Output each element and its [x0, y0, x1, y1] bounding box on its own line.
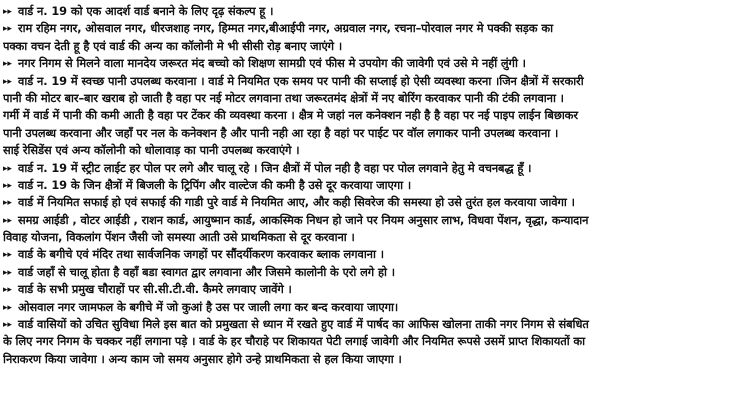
- list-item: [3, 264, 746, 281]
- list-item-line: [3, 73, 746, 90]
- list-item-text: वार्ड के बगीचे एवं मंदिर तथा सार्वजनिक जगहों पर सौंदर्यीकरण करवाकर ब्लाक लगवाना ।: [18, 247, 384, 262]
- double-arrow-bullet-icon: ▸▸: [3, 267, 12, 278]
- list-item-text: निराकरण किया जावेगा । अन्य काम जो समय अनुसार होगे उन्हे प्राथमिकता से हल किया जाएगा ।: [3, 351, 402, 366]
- list-item-line: [3, 264, 746, 281]
- list-item: [3, 281, 746, 298]
- list-item-text: वार्ड न. 19 में स्ट्रीट लाईट हर पोल पर लगे और चालू रहे । जिन क्षैत्रों में पोल नही है वहा पर पोल लगवाने हेतु मे वचनबद्ध हूँ ।: [18, 160, 532, 175]
- list-item-continuation: पानी उपलब्ध करवाना और जहाँ पर नल के कनेक्शन है और पानी नही आ रहा है वहां पर पाईट पर वॉल लगाकर पानी उपलब्ध करवाना ।: [3, 125, 559, 140]
- double-arrow-bullet-icon: ▸▸: [3, 198, 12, 209]
- list-item: [3, 194, 746, 211]
- list-item-continuation: विवाह योजना, विकलांग पेंशन जैसी जो समस्या आती उसे प्राथमिकता से दूर करवाना ।: [3, 230, 355, 245]
- list-item: [3, 212, 746, 247]
- list-item-line: [3, 316, 746, 333]
- list-item-text: समग्र आईडी , वोटर आईडी , राशन कार्ड, आयुष्मान कार्ड, आकस्मिक निधन हो जाने पर नियम अनुसार लाभ, विधवा पेंशन, वृद्धा, कन्यादान: [18, 212, 589, 227]
- list-item-text: वार्ड वासियों को उचित सुविधा मिले इस बात को प्रमुखता से ध्यान में रखते हुए वार्ड में पार्षद का आफिस खोलना ताकी नगर निगम से संबधित: [18, 317, 589, 332]
- list-item: [3, 55, 746, 72]
- list-item: [3, 20, 746, 55]
- list-item: [3, 316, 746, 368]
- list-item-text: वार्ड न. 19 को एक आदर्श वार्ड बनाने के लिए दृढ़ संकल्प हू ।: [18, 4, 274, 18]
- list-item-line: [3, 3, 746, 20]
- list-item: [3, 73, 746, 160]
- list-item: [3, 299, 746, 316]
- list-item-continuation: पक्का वचन देती हू है एवं वार्ड की अन्य का कॉलोनी मे भी सीसी रोड़ बनाए जाएंगे ।: [3, 38, 343, 53]
- list-item-text: वार्ड में नियमित सफाई हो एवं सफाई की गाडी पुरे वार्ड मे नियमित आए, और कही सिवरेज की समस्या हो उसे तुरंत हल करवाया जावेगा ।: [18, 195, 575, 210]
- double-arrow-bullet-icon: ▸▸: [3, 180, 12, 191]
- double-arrow-bullet-icon: ▸▸: [3, 59, 12, 70]
- list-item-continuation: गर्मी में वार्ड में पानी की कमी आती है वहा पर टेंकर की व्यवस्था करना । क्षैत्र मे जहां नल कनेक्शन नही है है वहा पर नई पाइप लाईन बिछाकर: [3, 108, 578, 123]
- double-arrow-bullet-icon: ▸▸: [3, 163, 12, 174]
- list-item-text: वार्ड के सभी प्रमुख चौराहों पर सी.सी.टी.वी. कैमरे लगवाए जावेंगे ।: [18, 282, 292, 297]
- list-item-continuation: पानी की मोटर बार–बार खराब हो जाती है वहा पर नई मोटर लगवाना तथा जरूरतमंद क्षेत्रों में नए बोरिंग करवाकर पानी की टंकी लगवाना ।: [3, 90, 564, 105]
- double-arrow-bullet-icon: ▸▸: [3, 7, 12, 17]
- list-item-continuation: साई रेसिडेंस एवं अन्य कॉलोनी को धोलावाड़ का पानी उपलब्ध करवाएंगे ।: [3, 143, 300, 158]
- list-item-text: नगर निगम से मिलने वाला मानदेय जरूरत मंद बच्चो को शिक्षण सामग्री एवं फीस मे उपयोग की जावेगी एवं उसे मे नहीं लुंगी ।: [18, 56, 526, 71]
- list-item-line: [3, 299, 746, 316]
- list-item-line: [3, 20, 746, 37]
- double-arrow-bullet-icon: ▸▸: [3, 250, 12, 261]
- list-item: [3, 177, 746, 194]
- list-item-line: [3, 160, 746, 177]
- list-item: [3, 3, 746, 20]
- list-item-line: [3, 281, 746, 298]
- list-item-text: वार्ड न. 19 में स्वच्छ पानी उपलब्ध करवाना । वार्ड मे नियमित एक समय पर पानी की सप्लाई हो ऐसी व्यवस्था करना ।जिन क्षैत्रों में सरकारी: [18, 73, 584, 88]
- list-item-line: [3, 177, 746, 194]
- list-item: [3, 160, 746, 177]
- double-arrow-bullet-icon: ▸▸: [3, 320, 12, 331]
- list-item-continuation: [3, 351, 746, 368]
- list-item-text: वार्ड जहाँ से चालू होता है वहाँ बडा स्वागत द्वार लगवाना और जिसमे कालोनी के एरो लगे हो ।: [18, 264, 395, 279]
- double-arrow-bullet-icon: ▸▸: [3, 285, 12, 296]
- list-item-line: [3, 194, 746, 211]
- double-arrow-bullet-icon: ▸▸: [3, 215, 12, 226]
- double-arrow-bullet-icon: ▸▸: [3, 76, 12, 87]
- double-arrow-bullet-icon: ▸▸: [3, 24, 12, 35]
- list-item: [3, 246, 746, 263]
- list-item-line: [3, 212, 746, 229]
- list-item-line: [3, 55, 746, 72]
- list-item-text: राम रहिम नगर, ओसवाल नगर, धीरजशाह नगर, हिम्मत नगर,बीआईपी नगर, अग्रवाल नगर, रचना–पोरवाल नगर मे पक्की सड़क का: [18, 21, 553, 36]
- list-item-text: ओसवाल नगर जामफल के बगीचे में जो कुआं है उस पर जाली लगा कर बन्द करवाया जाएगा।: [18, 299, 399, 314]
- double-arrow-bullet-icon: ▸▸: [3, 302, 12, 313]
- list-item-continuation: के लिए नगर निगम के चक्कर नहीं लगाना पड़े । वार्ड के हर चौराहे पर शिकायत पेटी लगाई जावेगी और नियमित रूपसे उसमें प्राप्त शिकायतों का: [3, 334, 586, 349]
- list-item-text: वार्ड न. 19 के जिन क्षैत्रों में बिजली के ट्रिपिंग और वाल्टेज की कमी है उसे दूर करवाया जाएगा ।: [18, 177, 412, 192]
- list-item-line: [3, 246, 746, 263]
